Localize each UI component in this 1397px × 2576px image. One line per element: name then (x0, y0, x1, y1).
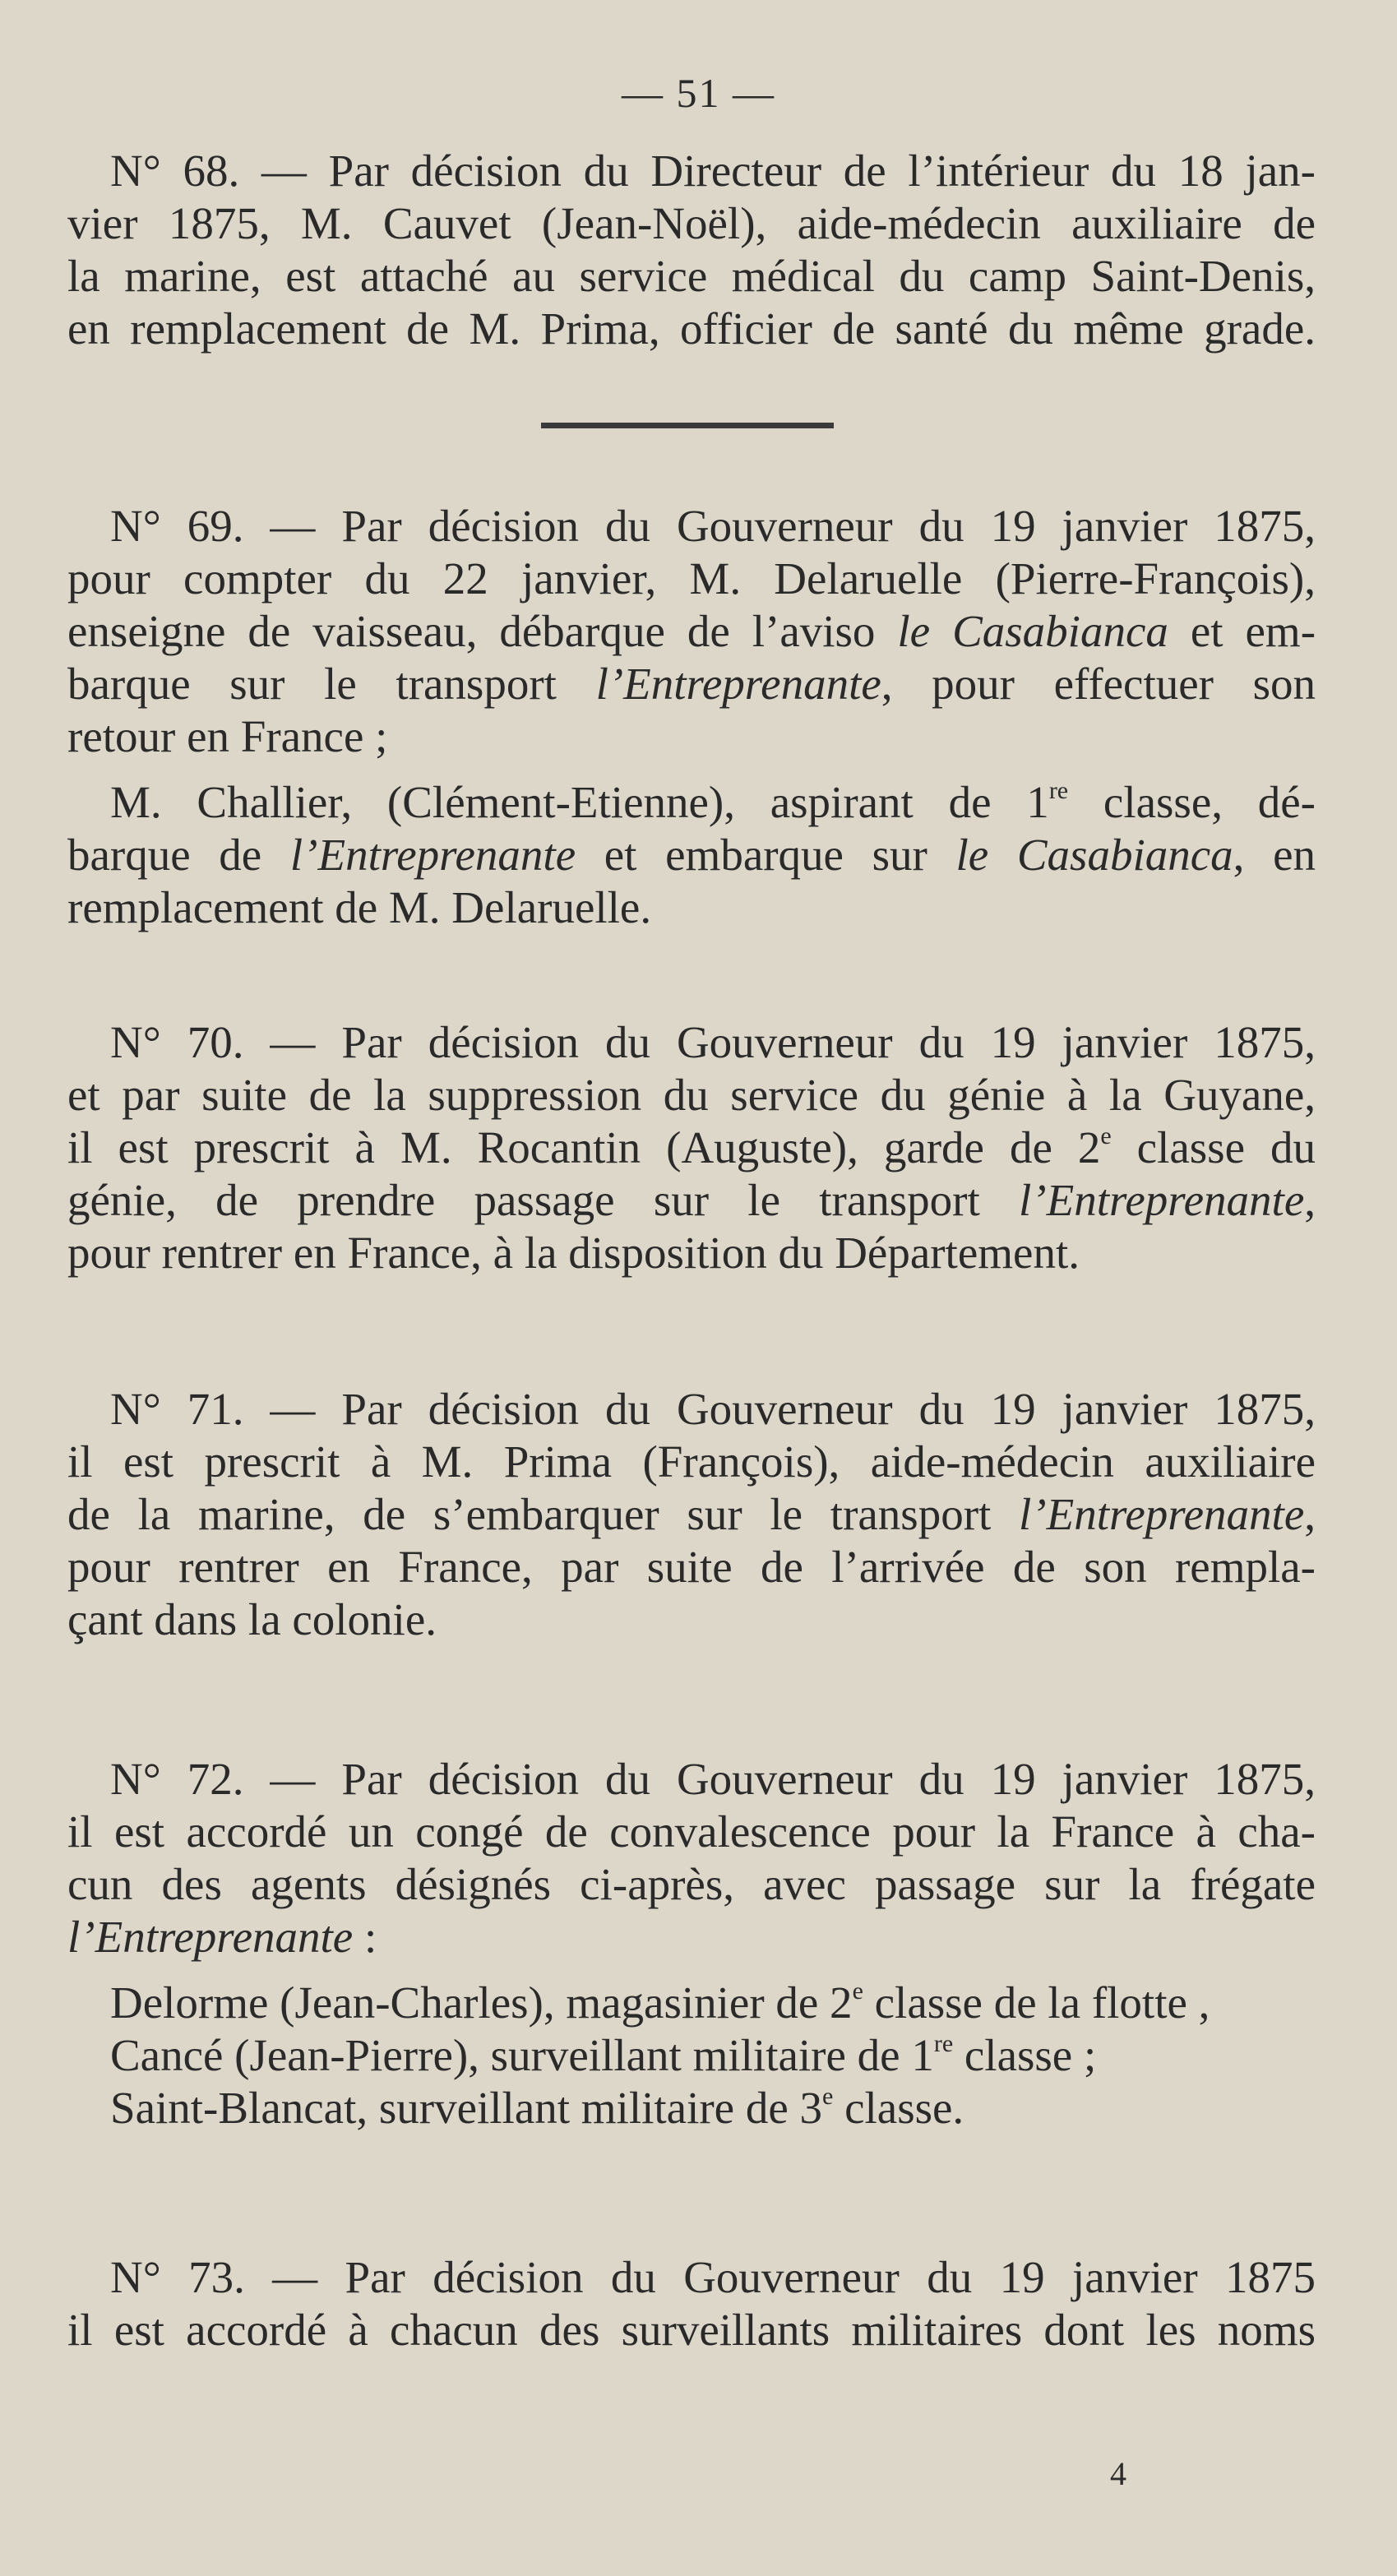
page-number: — 51 — (622, 70, 775, 116)
text-line: il est prescrit à M. Rocantin (Auguste), garde de 2e classe du (67, 1122, 1316, 1172)
text-line: Cancé (Jean-Pierre), surveillant militaire de 1re classe ; (110, 2029, 1097, 2080)
section-divider (541, 423, 834, 428)
text-line: cun des agents désignés ci-après, avec passage sur la frégate (67, 1859, 1316, 1909)
text-line: en remplacement de M. Prima, officier de santé du même grade. (67, 303, 1316, 354)
text-line: la marine, est attaché au service médical du camp Saint-Denis, (67, 251, 1316, 301)
text-line: pour compter du 22 janvier, M. Delaruelle (Pierre-François), (67, 553, 1316, 604)
text-line: Delorme (Jean-Charles), magasinier de 2e classe de la flotte , (110, 1977, 1210, 2028)
text-line: M. Challier, (Clément-Etienne), aspirant de 1re classe, dé- (110, 776, 1316, 827)
text-line: l’Entreprenante : (67, 1912, 377, 1962)
text-line: enseigne de vaisseau, débarque de l’aviso le Casabianca et em- (67, 606, 1316, 656)
decision-71 (67, 1383, 1316, 1646)
text-line: N° 70. — Par décision du Gouverneur du 19 janvier 1875, (110, 1017, 1316, 1067)
text-line: N° 69. — Par décision du Gouverneur du 19 janvier 1875, (110, 501, 1316, 551)
text-line: N° 71. — Par décision du Gouverneur du 19 janvier 1875, (110, 1384, 1316, 1434)
decision-70 (67, 1016, 1316, 1279)
text-line: pour rentrer en France, par suite de l’arrivée de son rempla- (67, 1542, 1316, 1592)
decision-69 (67, 500, 1316, 934)
text-line: génie, de prendre passage sur le transport l’Entreprenante, (67, 1175, 1316, 1225)
text-line: et par suite de la suppression du service du génie à la Guyane, (67, 1070, 1316, 1120)
text-line: il est accordé un congé de convalescence pour la France à cha- (67, 1806, 1316, 1857)
text-line: N° 73. — Par décision du Gouverneur du 19 janvier 1875 (110, 2252, 1316, 2302)
text-line: barque de l’Entreprenante et embarque sur le Casabianca, en (67, 830, 1316, 880)
decision-68 (67, 145, 1316, 355)
text-line: çant dans la colonie. (67, 1594, 437, 1644)
text-line: pour rentrer en France, à la disposition du Département. (67, 1228, 1080, 1278)
text-line: vier 1875, M. Cauvet (Jean-Noël), aide-médecin auxiliaire de (67, 198, 1316, 248)
text-line: remplacement de M. Delaruelle. (67, 882, 652, 932)
text-line: retour en France ; (67, 711, 388, 761)
text-line: il est accordé à chacun des surveillants militaires dont les noms (67, 2305, 1316, 2355)
text-line: N° 68. — Par décision du Directeur de l’intérieur du 18 jan- (110, 146, 1316, 196)
text-line: N° 72. — Par décision du Gouverneur du 19 janvier 1875, (110, 1754, 1316, 1804)
signature-mark: 4 (1110, 2455, 1126, 2492)
text-line: Saint-Blancat, surveillant militaire de 3e classe. (110, 2082, 964, 2133)
text-line: il est prescrit à M. Prima (François), aide-médecin auxiliaire (67, 1436, 1316, 1487)
decision-73 (67, 2251, 1316, 2356)
decision-72 (67, 1753, 1316, 2134)
text-line: de la marine, de s’embarquer sur le transport l’Entreprenante, (67, 1489, 1316, 1539)
text-line: barque sur le transport l’Entreprenante, pour effectuer son (67, 659, 1316, 709)
